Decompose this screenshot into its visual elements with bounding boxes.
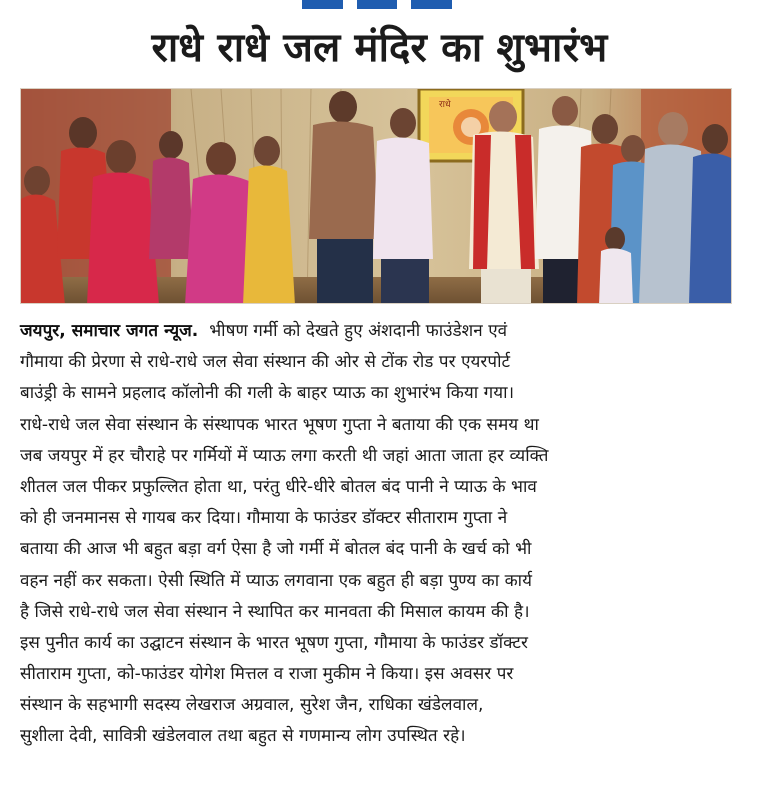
article-line: वहन नहीं कर सकता। ऐसी स्थिति में प्याऊ लगवाना एक बहुत ही बड़ा पुण्य का कार्य [20,570,533,591]
article-line: राधे-राधे जल सेवा संस्थान के संस्थापक भारत भूषण गुप्ता ने बताया की एक समय था [20,414,539,435]
article-line: है जिसे राधे-राधे जल सेवा संस्थान ने स्थापित कर मानवता की मिसाल कायम की है। [20,601,530,622]
top-bar-segment [357,0,398,9]
article-first-line-text: भीषण गर्मी को देखते हुए अंशदानी फाउंडेशन एवं [209,321,508,341]
event-photo-illustration [21,89,732,304]
article-body [20,316,740,753]
top-color-bars [302,0,452,9]
article-line: इस पुनीत कार्य का उद्घाटन संस्थान के भारत भूषण गुप्ता, गौमाया के फाउंडर डॉक्टर [20,632,529,653]
article-line-first [20,316,740,347]
sign-text: राधे [439,100,451,110]
article-line: शीतल जल पीकर प्रफुल्लित होता था, परंतु धीरे-धीरे बोतल बंद पानी ने प्याऊ के भाव [20,476,537,497]
top-bar-segment [411,0,452,9]
article-line: बाउंड्री के सामने प्रहलाद कॉलोनी की गली के बाहर प्याऊ का शुभारंभ किया गया। [20,383,515,404]
dateline: जयपुर, समाचार जगत न्यूज. [20,321,199,341]
article-line: गौमाया की प्रेरणा से राधे-राधे जल सेवा संस्थान की ओर से टोंक रोड पर एयरपोर्ट [20,352,511,373]
article-line: संस्थान के सहभागी सदस्य लेखराज अग्रवाल, सुरेश जैन, राधिका खंडेलवाल, [20,695,484,716]
article-line: सीताराम गुप्ता, को-फाउंडर योगेश मित्तल व राजा मुकीम ने किया। इस अवसर पर [20,664,514,685]
event-photo [20,88,732,304]
headline: राधे राधे जल मंदिर का शुभारंभ [151,25,608,71]
top-bar-segment [302,0,343,9]
article-line: को ही जनमानस से गायब कर दिया। गौमाया के फाउंडर डॉक्टर सीताराम गुप्ता ने [20,508,508,529]
article-line: बताया की आज भी बहुत बड़ा वर्ग ऐसा है जो गर्मी में बोतल बंद पानी के खर्च को भी [20,539,532,560]
article-line: सुशीला देवी, सावित्री खंडेलवाल तथा बहुत से गणमान्य लोग उपस्थित रहे। [20,726,466,747]
article-line: जब जयपुर में हर चौराहे पर गर्मियों में प्याऊ लगा करती थी जहां आता जाता हर व्यक्ति [20,445,549,466]
